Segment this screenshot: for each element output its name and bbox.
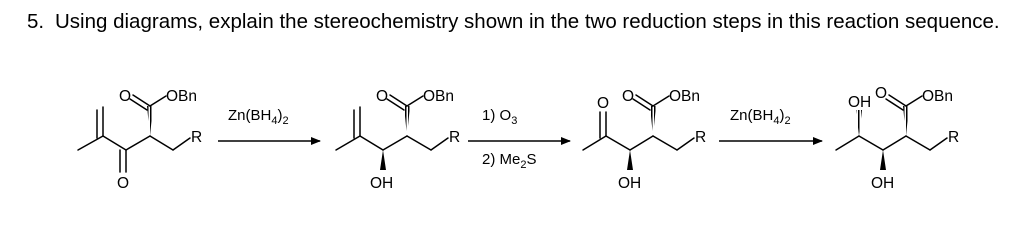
carbonyl-oxygen: O xyxy=(376,88,389,105)
ketone-oxygen: O xyxy=(597,95,610,112)
question-text: Using diagrams, explain the stereochemistry shown in the two reduction steps in this reaction sequence. xyxy=(55,10,1000,33)
hydroxyl-bottom-label: OH xyxy=(871,175,895,192)
obn-label: OBn xyxy=(669,88,701,105)
bond xyxy=(150,96,166,106)
bond xyxy=(677,138,694,150)
molecule-4-diol xyxy=(836,85,959,192)
carbonyl-oxygen: O xyxy=(622,88,635,105)
obn-label: OBn xyxy=(922,88,954,105)
r-group: R xyxy=(191,129,203,146)
bold-wedge-bond xyxy=(880,150,886,170)
bond xyxy=(633,99,650,110)
arrow-1 xyxy=(218,107,320,141)
arrow-2 xyxy=(468,107,570,171)
carbonyl-oxygen: O xyxy=(119,88,132,105)
bond xyxy=(906,136,930,150)
bond xyxy=(930,138,947,150)
bond xyxy=(630,136,653,150)
hydroxyl-label: OH xyxy=(370,175,394,192)
bond xyxy=(889,95,906,106)
bond xyxy=(431,138,448,150)
hashed-wedge-bond xyxy=(903,106,909,136)
bond xyxy=(836,136,859,150)
bold-wedge-bond xyxy=(380,150,386,170)
bond xyxy=(387,99,404,110)
hydroxyl-top-label: OH xyxy=(848,94,872,111)
bond xyxy=(653,96,669,106)
bond xyxy=(130,99,147,110)
arrow-1-reagent: $Zn(BH_4)_2$ xyxy=(228,107,289,127)
hashed-wedge-bond xyxy=(856,110,862,136)
molecule-3-ketone xyxy=(583,88,706,192)
bond xyxy=(883,136,906,150)
hashed-wedge-bond xyxy=(147,106,153,136)
hydroxyl-label: OH xyxy=(618,175,642,192)
hashed-wedge-bond xyxy=(650,106,656,136)
bond xyxy=(133,95,150,106)
bond xyxy=(906,96,922,106)
bond xyxy=(78,136,103,150)
bond xyxy=(390,95,407,106)
molecule-1-starting-material xyxy=(78,88,202,192)
bond xyxy=(653,136,677,150)
bond xyxy=(407,136,431,150)
arrow-2-step2: 2) $Me_2S$ xyxy=(482,151,537,171)
bond xyxy=(336,136,360,150)
arrow-2-step1: 1) $O_3$ xyxy=(482,107,518,127)
bond xyxy=(150,136,173,150)
bond xyxy=(407,96,423,106)
ketone-oxygen: O xyxy=(117,175,130,192)
bond xyxy=(606,136,630,150)
carbonyl-oxygen: O xyxy=(875,85,888,102)
bond xyxy=(360,136,383,150)
question-number: 5. xyxy=(27,10,45,33)
arrow-3-reagent: $Zn(BH_4)_2$ xyxy=(730,107,791,127)
r-group: R xyxy=(948,129,960,146)
bond xyxy=(383,136,407,150)
bond xyxy=(636,95,653,106)
arrow-3 xyxy=(719,107,822,141)
r-group: R xyxy=(695,129,707,146)
bond xyxy=(126,136,150,150)
hashed-wedge-bond xyxy=(404,106,410,136)
bond xyxy=(859,136,883,150)
molecule-2-reduction-product xyxy=(336,88,460,192)
r-group: R xyxy=(449,129,461,146)
obn-label: OBn xyxy=(423,88,455,105)
bond xyxy=(583,136,606,150)
bond xyxy=(173,138,190,150)
bond xyxy=(103,136,126,150)
bold-wedge-bond xyxy=(627,150,633,170)
bond xyxy=(886,99,903,110)
obn-label: OBn xyxy=(166,88,198,105)
